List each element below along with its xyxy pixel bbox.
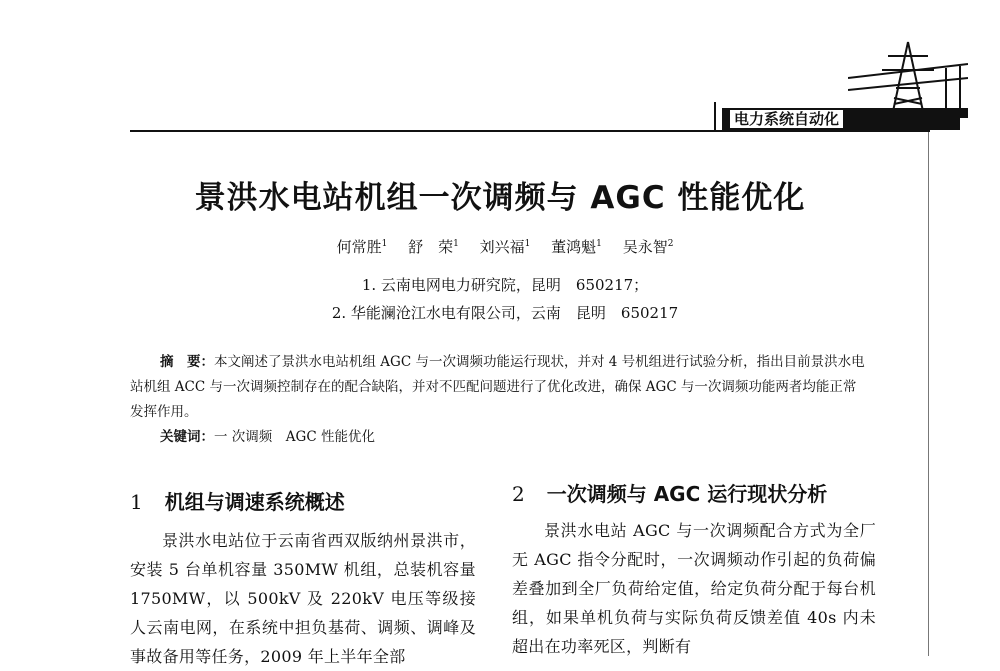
section-1-heading — [130, 486, 345, 515]
header-rule — [130, 130, 930, 132]
section-1-body: 景洪水电站位于云南省西双版纳州景洪市，安装 5 台单机容量 350MW 机组，总装机容量 1750MW，以 500kV 及 220kV 电压等级接人云南电网，在系统中担负基荷、调频、调峰及事故备用等任务，2009 年上半年全部 — [130, 531, 476, 666]
author: 董鸿魁$^1$ — [551, 238, 602, 256]
header-tick — [714, 102, 716, 132]
journal-header — [722, 108, 960, 130]
affiliation-1: 1. 云南电网电力研究院，昆明 650217； — [361, 276, 649, 294]
keywords-text: 一 次调频 AGC 性能优化 — [214, 429, 375, 445]
author: 刘兴福$^1$ — [479, 238, 531, 256]
keywords — [160, 425, 375, 445]
section-2-heading — [512, 478, 827, 507]
abstract-text: 本文阐述了景洪水电站机组 AGC 与一次调频功能运行现状，并对 4 号机组进行试验分析，指出目前景洪水电站机组 ACC 与一次调频控制存在的配合缺陷，并对不匹配问题进行了优化改进，确保 AGC 与一次调频功能两者均能正常发挥作用。 — [130, 354, 865, 420]
author-list — [130, 236, 880, 257]
section-2-body: 景洪水电站 AGC 与一次调频配合方式为全厂无 AGC 指令分配时，一次调频动作引起的负荷偏差叠加到全厂负荷给定值，给定负荷分配于每台机组，如果单机负荷与实际负荷反馈差值 40s 内未超出在功率死区，判断有 — [512, 521, 876, 656]
abstract-label: 摘 要： — [160, 354, 214, 370]
abstract — [130, 350, 868, 425]
author: 何常胜$^1$ — [336, 238, 388, 256]
paper-title: 景洪水电站机组一次调频与 AGC 性能优化 — [194, 180, 806, 216]
keywords-label: 关键词： — [160, 429, 214, 445]
author: 吴永智$^2$ — [622, 238, 674, 256]
journal-name: 电力系统自动化 — [730, 110, 843, 128]
power-tower-icon — [848, 38, 968, 118]
section-title: 机组与调速系统概述 — [164, 490, 345, 514]
author: 舒 荣$^1$ — [408, 238, 459, 256]
affiliation-2: 2. 华能澜沧江水电有限公司，云南 昆明 650217 — [331, 304, 679, 322]
section-number: 1 — [130, 490, 143, 514]
section-number: 2 — [512, 482, 525, 506]
section-title: 一次调频与 AGC 运行现状分析 — [546, 482, 828, 506]
column-rule — [928, 132, 929, 656]
